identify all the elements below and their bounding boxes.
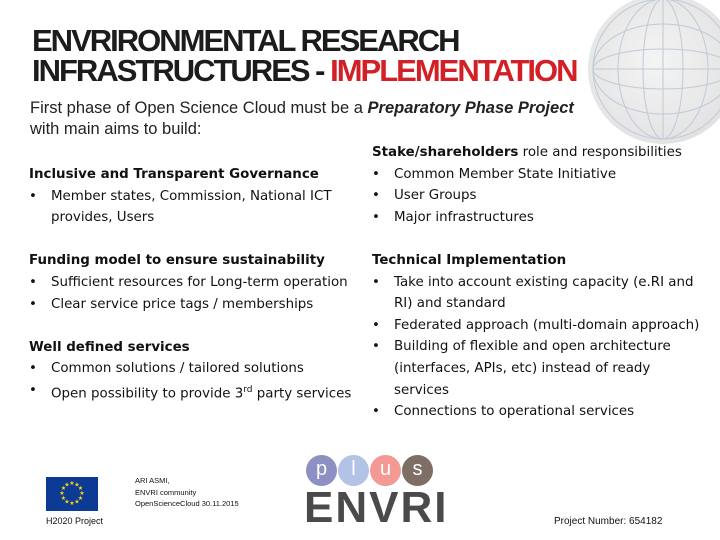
list-item: • Take into account existing capacity (e.RI and RI) and standard bbox=[372, 272, 702, 315]
list-item: • Member states, Commission, National ICT provides, Users bbox=[29, 186, 374, 229]
svg-text:★: ★ bbox=[64, 498, 70, 506]
list-item: • Connections to operational services bbox=[372, 401, 702, 423]
list-item: • User Groups bbox=[372, 185, 702, 207]
governance-list bbox=[29, 186, 374, 229]
svg-text:★: ★ bbox=[59, 490, 65, 497]
services-list bbox=[29, 358, 374, 405]
stakeholders-list bbox=[372, 164, 702, 229]
stakeholders-heading bbox=[372, 142, 702, 164]
left-column bbox=[29, 164, 374, 405]
svg-text:★: ★ bbox=[64, 481, 70, 489]
plus-letter: u bbox=[370, 455, 401, 486]
author-line: ENVRI community bbox=[135, 487, 197, 497]
stakeholders-heading-bold: Stake/shareholders bbox=[372, 145, 519, 160]
envri-logo: ENVRI bbox=[304, 483, 449, 532]
title-line-1: ENVRIRONMENTAL RESEARCH bbox=[32, 23, 459, 58]
author-line: ARI ASMI, bbox=[135, 476, 170, 485]
svg-text:★: ★ bbox=[69, 480, 75, 487]
plus-letter: l bbox=[338, 455, 369, 486]
svg-text:★: ★ bbox=[74, 498, 80, 506]
svg-text:★: ★ bbox=[60, 495, 67, 502]
item-text: Open possibility to provide 3 bbox=[51, 386, 244, 402]
svg-text:★: ★ bbox=[77, 485, 84, 492]
list-item: • Federated approach (multi-domain approach) bbox=[372, 315, 702, 337]
item-text: party services bbox=[252, 386, 352, 402]
flag-caption: H2020 Project bbox=[46, 516, 104, 526]
funding-heading: Funding model to ensure sustainability bbox=[29, 253, 325, 269]
funding-list bbox=[29, 272, 374, 315]
svg-text:★: ★ bbox=[60, 485, 67, 492]
list-item: • Major infrastructures bbox=[372, 207, 702, 229]
stakeholders-heading-rest: role and responsibilities bbox=[518, 145, 682, 160]
subtitle-prefix: First phase of Open Science Cloud must be a bbox=[30, 99, 368, 117]
item-superscript: rd bbox=[243, 384, 253, 395]
eu-flag-icon bbox=[46, 477, 98, 511]
list-item: • Sufficient resources for Long-term operation bbox=[29, 272, 374, 294]
title-line-2-wrap bbox=[32, 53, 577, 88]
project-number: Project Number: 654182 bbox=[554, 516, 663, 527]
right-column bbox=[372, 142, 702, 423]
governance-heading: Inclusive and Transparent Governance bbox=[29, 167, 319, 182]
subtitle-emphasis: Preparatory Phase Project bbox=[367, 99, 574, 117]
technical-list bbox=[372, 272, 702, 423]
svg-text:★: ★ bbox=[69, 500, 75, 507]
slide-title bbox=[32, 23, 577, 88]
plus-letter: p bbox=[306, 455, 337, 486]
list-item: • Common Member State Initiative bbox=[372, 164, 702, 186]
slide-subtitle bbox=[30, 98, 700, 140]
author-info bbox=[135, 475, 239, 510]
list-item: • Common solutions / tailored solutions bbox=[29, 358, 374, 380]
title-accent: IMPLEMENTATION bbox=[330, 53, 577, 88]
title-line-2: INFRASTRUCTURES - bbox=[32, 53, 331, 88]
author-line: OpenScienceCloud 30.11.2015 bbox=[135, 499, 239, 508]
list-item: • Building of flexible and open architecture (interfaces, APIs, etc) instead of ready services bbox=[372, 336, 702, 401]
svg-text:★: ★ bbox=[74, 481, 80, 489]
list-item-third-party bbox=[29, 380, 374, 405]
svg-text:★: ★ bbox=[77, 495, 84, 502]
technical-heading: Technical Implementation bbox=[372, 252, 567, 268]
subtitle-line-2: with main aims to build: bbox=[30, 120, 202, 138]
svg-text:★: ★ bbox=[79, 490, 85, 497]
plus-letter: s bbox=[402, 455, 433, 486]
list-item: • Clear service price tags / memberships bbox=[29, 294, 374, 316]
services-heading: Well defined services bbox=[29, 339, 190, 355]
